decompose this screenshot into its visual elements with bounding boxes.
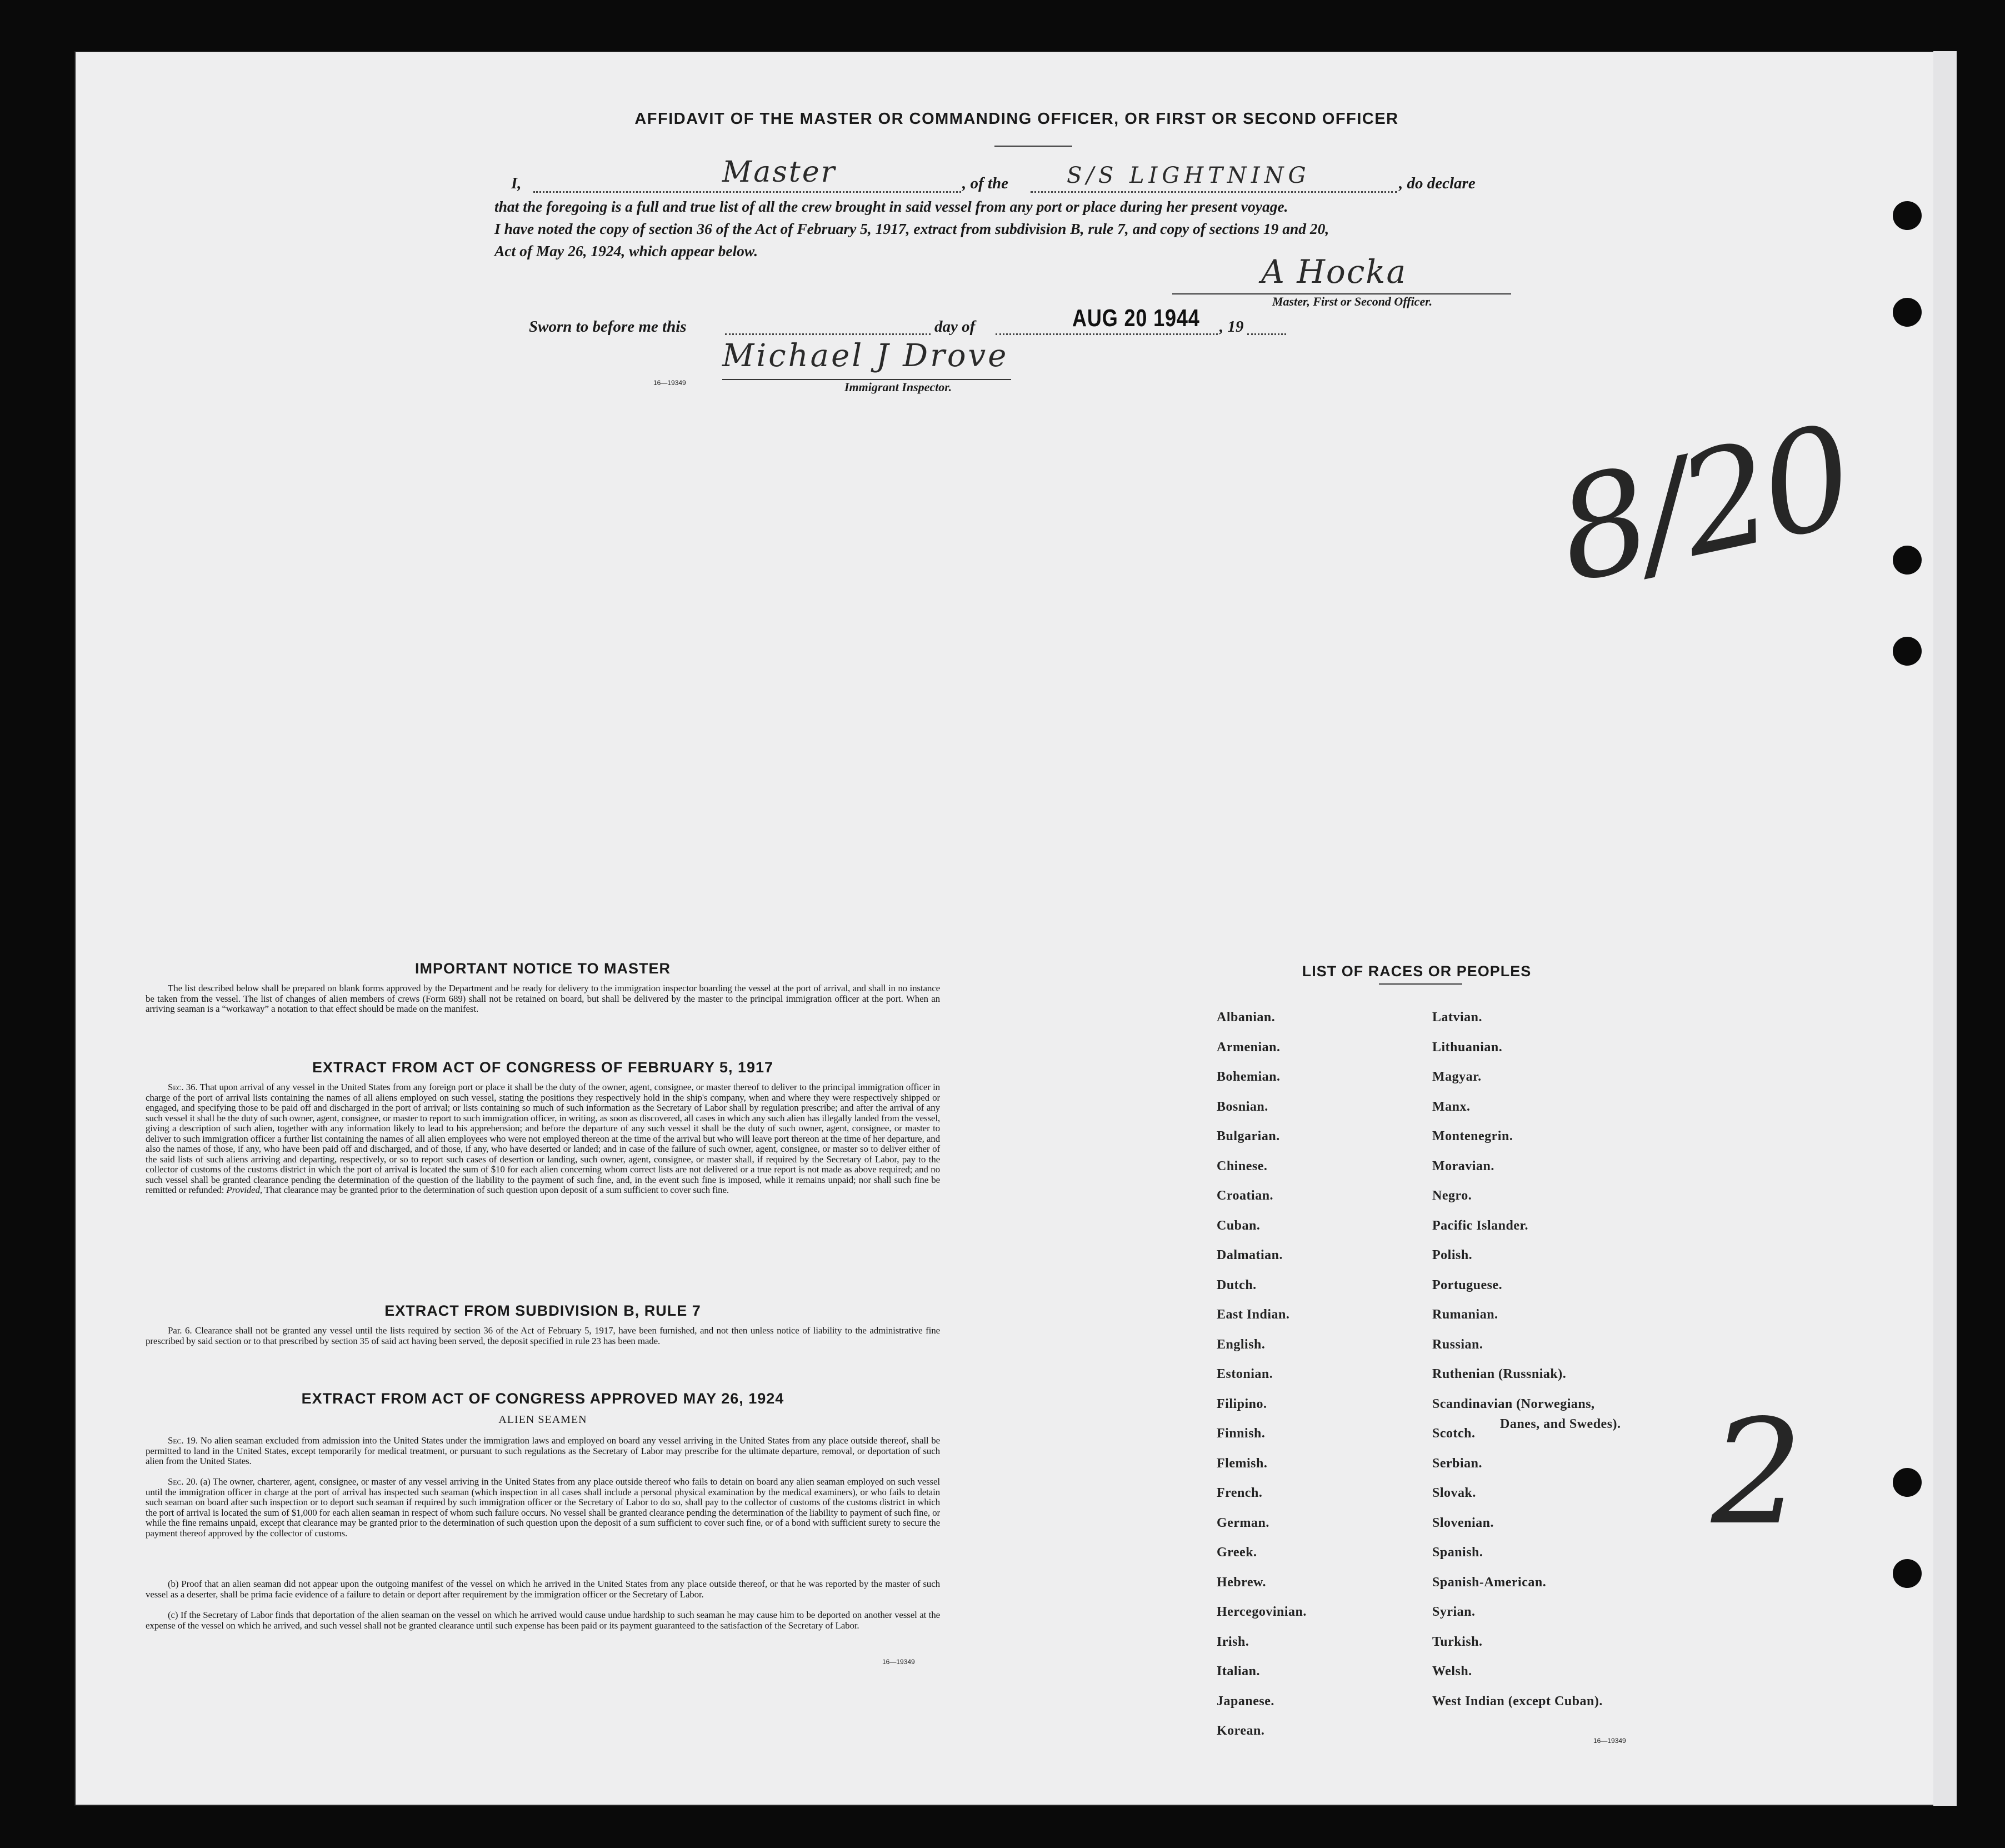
race-item: Ruthenian (Russniak). [1432, 1367, 1567, 1381]
inspector-signature: Michael J Drove [722, 338, 1009, 374]
sec-36-tail: That clearance may be granted prior to the determination of such question upon deposit of a sum sufficient to cover such fine. [264, 1185, 729, 1195]
race-item: French. [1217, 1486, 1263, 1500]
race-item: Syrian. [1432, 1605, 1476, 1619]
affidavit-line-1 [511, 156, 1533, 194]
race-item: Italian. [1217, 1664, 1261, 1679]
master-blank [533, 191, 961, 193]
date-stamp: AUG 20 1944 [1072, 304, 1200, 332]
sworn-day-blank [725, 333, 931, 335]
race-item: Scotch. [1432, 1426, 1476, 1441]
race-item: Irish. [1217, 1634, 1249, 1649]
document-sheet [74, 51, 1957, 1806]
race-item: Spanish. [1432, 1545, 1483, 1560]
of-the-label: , of the [962, 174, 1008, 192]
punch-hole [1893, 201, 1922, 230]
race-item: Japanese. [1217, 1694, 1274, 1709]
i-label: I, [511, 174, 522, 192]
affidavit-title: AFFIDAVIT OF THE MASTER OR COMMANDING OFFICER, OR FIRST OR SECOND OFFICER [634, 110, 1399, 128]
day-of-label: day of [934, 318, 976, 336]
race-item: Finnish. [1217, 1426, 1266, 1441]
race-item: Turkish. [1432, 1634, 1483, 1649]
race-item: Bosnian. [1217, 1099, 1268, 1114]
punch-hole [1893, 1559, 1922, 1588]
alien-seamen-subtitle: ALIEN SEAMEN [498, 1414, 587, 1426]
declare-label: , do declare [1399, 174, 1476, 192]
race-item: Moravian. [1432, 1158, 1494, 1173]
race-item: Lithuanian. [1432, 1040, 1503, 1055]
year-prefix: , 19 [1219, 318, 1244, 336]
race-item: East Indian. [1217, 1307, 1290, 1322]
title-underline [994, 146, 1072, 147]
race-scandinavian-cont: Danes, and Swedes). [1500, 1417, 1621, 1431]
officer-caption: Master, First or Second Officer. [1272, 294, 1433, 308]
sworn-month-blank [996, 333, 1218, 335]
form-number-notice: 16—19349 [882, 1658, 915, 1666]
race-item: Slovenian. [1432, 1515, 1494, 1530]
race-item: English. [1217, 1337, 1266, 1352]
race-item: Filipino. [1217, 1396, 1267, 1411]
race-item: Cuban. [1217, 1218, 1261, 1233]
race-item: Dutch. [1217, 1277, 1257, 1292]
year-blank [1247, 333, 1286, 335]
sec-20b-text: (b) Proof that an alien seaman did not appear upon the outgoing manifest of the vessel on which he arrived in the United States from any place outside thereof, or that he was reported by the master of such vessel as a deserter, shall be prima facie evidence of a failure to detain or deport after requirement by the immigration officer or the Secretary of Labor. [146, 1579, 940, 1600]
race-item: Bohemian. [1217, 1070, 1281, 1084]
act-1917-title: EXTRACT FROM ACT OF CONGRESS OF FEBRUARY 5, 1917 [312, 1059, 774, 1076]
race-item: Dalmatian. [1217, 1248, 1283, 1262]
sec-36-body: That upon arrival of any vessel in the United States from any foreign port or place it shall be the duty of the owner, agent, consignee, or master thereof to deliver to the principal immigration officer in charge of the port of arrival lists containing the names of all aliens employed on such vessel, stating the positions they respectively hold in the ship's company, when and where they were respectively shipped or engaged, and specifying those to be paid off and discharged in the port of arrival; or lists containing so much of such information as the Secretary of Labor shall by regulation prescribe; and after the arrival of any such vessel it shall be the duty of such owner, agent, consignee, or master to report to such immigration officer, in writing, as soon as discovered, all cases in which any such alien has illegally landed from the vessel, giving a description of such alien, together with any information likely to lead to his apprehension; and before the departure of any such vessel it shall be the duty of such owner, agent, consignee, or master to deliver to such immigration officer a further list containing the names of all alien employees who were not employed thereon at the time of the arrival but who will leave port thereon at the time of her departure, and also the names of those, if any, who have been paid off and discharged, and of those, if any, who have deserted or landed; and in case of the failure of such owner, agent, consignee, or master so to deliver either of the said lists of such aliens arriving and departing, respectively, or so to report such cases of desertion or landing, such owner, agent, consignee, or master shall, if required by the Secretary of Labor, pay to the collector of customs of the customs district in which the port of arrival is located the sum of $10 for each alien concerning whom correct lists are not delivered or a true report is not made as above required; and no such vessel shall be granted clearance pending the determination of the question of the liability to the payment of such fine, and, in the event such fine is imposed, while it remains unpaid; nor shall such fine be remitted or refunded: [146, 1082, 940, 1195]
rule-7-title: EXTRACT FROM SUBDIVISION B, RULE 7 [384, 1302, 701, 1319]
race-item: Serbian. [1432, 1456, 1483, 1471]
race-item: Pacific Islander. [1432, 1218, 1528, 1233]
race-item: Russian. [1432, 1337, 1483, 1352]
race-item: Polish. [1432, 1248, 1473, 1262]
race-item: Scandinavian (Norwegians, [1432, 1396, 1595, 1411]
races-title-underline [1379, 983, 1462, 985]
punch-hole [1893, 1468, 1922, 1497]
act-1917-text [146, 1082, 940, 1196]
sec-19-text [146, 1436, 940, 1467]
provided-word: Provided, [226, 1185, 262, 1195]
race-item: Welsh. [1432, 1664, 1472, 1679]
fraction-annotation: 8/20 [1544, 395, 1862, 614]
races-title: LIST OF RACES OR PEOPLES [1302, 963, 1532, 980]
important-notice-title: IMPORTANT NOTICE TO MASTER [415, 960, 671, 977]
punch-hole [1893, 637, 1922, 666]
punch-hole [1893, 546, 1922, 575]
race-item: Slovak. [1432, 1486, 1476, 1500]
important-notice-text: The list described below shall be prepared on blank forms approved by the Department and be ready for delivery to the immigration inspector boarding the vessel at the port of arrival, and shall in no instance be taken from the vessel. The list of changes of alien members of crews (Form 689) shall not be retained on board, but shall be delivered by the master to the principal immigration officer at the port. When an arriving seaman is a “workaway” a notation to that effect should be made on the manifest. [146, 983, 940, 1014]
sec-19-label: Sec. 19. [168, 1435, 198, 1446]
affidavit-line-3: I have noted the copy of section 36 of the Act of February 5, 1917, extract from subdivision B, rule 7, and copy of sections 19 and 20, [494, 220, 1329, 237]
sec-20a-body: (a) The owner, charterer, agent, consignee, or master of any vessel arriving in the United States from any place outside thereof who fails to detain on board any alien seaman employed on such vessel until the immigration officer in charge at the port of arrival has inspected such seaman (which inspection in all cases shall include a personal physical examination by the medical examiners), or who fails to detain such seaman on board after such inspection or to deport such seaman if required by such immigration officer or the Secretary of Labor to do so, shall pay to the collector of customs of the customs district in which the port of arrival is located the sum of $1,000 for each alien seaman in respect of whom such failure occurs. No vessel shall be granted clearance pending the determination of the liability to payment of such fine, or while the fine remains unpaid, except that clearance may be granted prior to the determination of such question upon the deposit of a sum sufficient to cover such fine, or of a bond with sufficient surety to secure the payment thereof approved by the collector of customs. [146, 1476, 940, 1539]
race-item: Greek. [1217, 1545, 1257, 1560]
race-item: Magyar. [1432, 1070, 1482, 1084]
sheet-right-edge [1933, 51, 1957, 1806]
officer-signature: A Hocka [1261, 253, 1407, 291]
rule-7-text: Par. 6. Clearance shall not be granted any vessel until the lists required by section 36 of the Act of February 5, 1917, have been furnished, and not then unless notice of liability to the administrative fine prescribed by said section or to that prescribed by section 35 of said act having been served, the deposit specified in rule 23 has been made. [146, 1325, 940, 1346]
form-number-top: 16—19349 [653, 379, 686, 387]
sec-19-body: No alien seaman excluded from admission into the United States under the immigration laws and employed on board any vessel arriving in the United States from any place outside thereof, shall be permitted to land in the United States, except temporarily for medical treatment, or pursuant to such regulations as the Secretary of Labor may prescribe for the ultimate departure, removal, or deportation of such alien from the United States. [146, 1435, 940, 1466]
punch-hole [1893, 298, 1922, 327]
sec-20-label: Sec. 20. [168, 1476, 198, 1487]
race-item: West Indian (except Cuban). [1432, 1694, 1603, 1709]
race-item: Spanish-American. [1432, 1575, 1547, 1590]
master-handwriting: Master [722, 156, 837, 189]
sec-36-label: Sec. 36. [168, 1082, 198, 1092]
race-item: Hebrew. [1217, 1575, 1267, 1590]
race-item: German. [1217, 1515, 1269, 1530]
affidavit-line-2: that the foregoing is a full and true list of all the crew brought in said vessel from any port or place during her present voyage. [494, 198, 1288, 215]
numeral-annotation: 2 [1711, 1389, 1805, 1557]
act-1924-title: EXTRACT FROM ACT OF CONGRESS APPROVED MAY 26, 1924 [301, 1390, 784, 1407]
race-item: Montenegrin. [1432, 1129, 1513, 1143]
race-item: Croatian. [1217, 1188, 1274, 1203]
form-number-races: 16—19349 [1593, 1737, 1626, 1745]
race-item: Rumanian. [1432, 1307, 1498, 1322]
sec-20c-text: (c) If the Secretary of Labor finds that deportation of the alien seaman on the vessel on which he arrived would cause undue hardship to such seaman he may cause him to be deported on another vessel at the expense of the vessel on which he arrived, and such vessel shall not be granted clearance until such expense has been paid or its payment guaranteed to the satisfaction of the Secretary of Labor. [146, 1610, 940, 1631]
inspector-caption: Immigrant Inspector. [844, 380, 952, 394]
race-item: Manx. [1432, 1099, 1471, 1114]
race-item: Korean. [1217, 1724, 1265, 1738]
race-item: Flemish. [1217, 1456, 1268, 1471]
sworn-label: Sworn to before me this [529, 318, 687, 336]
vessel-handwriting: S/S LIGHTNING [1067, 163, 1311, 188]
race-item: Estonian. [1217, 1367, 1273, 1381]
sec-20a-text [146, 1477, 940, 1539]
race-item: Hercegovinian. [1217, 1605, 1307, 1619]
vessel-blank [1031, 191, 1397, 193]
race-item: Latvian. [1432, 1010, 1483, 1025]
race-item: Negro. [1432, 1188, 1472, 1203]
race-item: Chinese. [1217, 1158, 1268, 1173]
race-item: Armenian. [1217, 1040, 1281, 1055]
race-item: Portuguese. [1432, 1277, 1503, 1292]
race-item: Albanian. [1217, 1010, 1276, 1025]
race-item: Bulgarian. [1217, 1129, 1280, 1143]
affidavit-line-4: Act of May 26, 1924, which appear below. [494, 242, 758, 259]
